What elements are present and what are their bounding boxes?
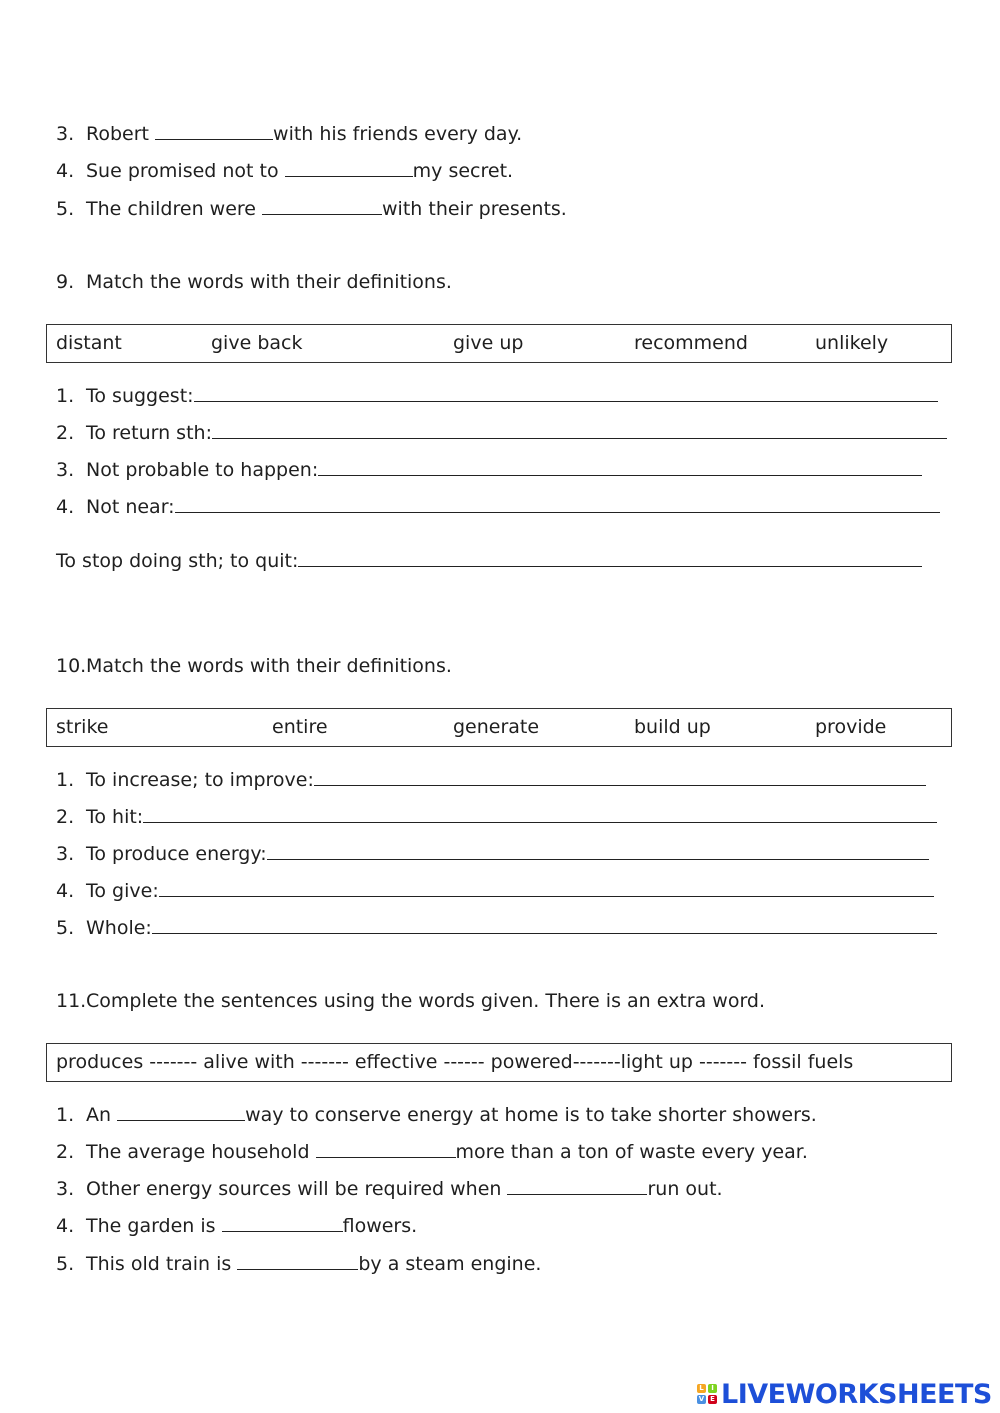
answer-blank[interactable] xyxy=(316,1139,456,1158)
prev-item-3: 3. Robert with his friends every day. xyxy=(56,123,523,145)
answer-blank[interactable] xyxy=(152,915,937,934)
answer-blank[interactable] xyxy=(298,548,922,567)
liveworksheets-logo[interactable] xyxy=(697,1378,992,1410)
answer-blank[interactable] xyxy=(314,767,926,786)
logo-mark-icon xyxy=(697,1384,717,1404)
answer-blank[interactable] xyxy=(267,841,929,860)
section9-item-4: 4. Not near: xyxy=(56,494,940,519)
word-provide: provide xyxy=(815,716,887,738)
prev-item-5: 5. The children were with their presents. xyxy=(56,198,567,220)
answer-blank[interactable] xyxy=(175,494,940,513)
logo-mark-e: E xyxy=(708,1395,717,1404)
logo-mark-v: V xyxy=(698,1395,705,1403)
section11-heading: 11.Complete the sentences using the words given. There is an extra word. xyxy=(56,990,766,1012)
logo-mark-l: L xyxy=(697,1384,706,1393)
section11-item-1: 1. An way to conserve energy at home is to take shorter showers. xyxy=(56,1104,817,1126)
word-bank: produces ------- alive with ------- effective ------ powered-------light up ------- fossil fuels xyxy=(56,1051,854,1073)
section11-word-box xyxy=(46,1043,952,1082)
section11-item-2: 2. The average household more than a ton of waste every year. xyxy=(56,1141,808,1163)
section11-item-4: 4. The garden is flowers. xyxy=(56,1215,418,1237)
section10-word-box xyxy=(46,708,952,747)
answer-blank[interactable] xyxy=(318,457,922,476)
section11-item-3: 3. Other energy sources will be required when run out. xyxy=(56,1178,723,1200)
answer-blank[interactable] xyxy=(155,121,273,140)
word-distant: distant xyxy=(56,332,122,354)
answer-blank[interactable] xyxy=(222,1213,343,1232)
word-build-up: build up xyxy=(634,716,711,738)
word-generate: generate xyxy=(453,716,540,738)
answer-blank[interactable] xyxy=(237,1251,358,1270)
section10-item-1: 1. To increase; to improve: xyxy=(56,767,926,792)
prev-item-4: 4. Sue promised not to my secret. xyxy=(56,160,514,182)
logo-mark-i: I xyxy=(708,1384,717,1393)
answer-blank[interactable] xyxy=(285,158,413,177)
answer-blank[interactable] xyxy=(159,878,934,897)
section9-extra-item: To stop doing sth; to quit: xyxy=(56,548,922,573)
answer-blank[interactable] xyxy=(262,196,382,215)
section10-heading: 10.Match the words with their definitions. xyxy=(56,655,452,677)
section9-item-2: 2. To return sth: xyxy=(56,420,947,445)
section11-item-5: 5. This old train is by a steam engine. xyxy=(56,1253,542,1275)
section9-word-box xyxy=(46,324,952,363)
answer-blank[interactable] xyxy=(507,1176,647,1195)
word-give-up: give up xyxy=(453,332,524,354)
section10-item-5: 5. Whole: xyxy=(56,915,937,940)
word-entire: entire xyxy=(272,716,328,738)
answer-blank[interactable] xyxy=(143,804,937,823)
word-unlikely: unlikely xyxy=(815,332,889,354)
section10-item-4: 4. To give: xyxy=(56,878,934,903)
section9-item-1: 1. To suggest: xyxy=(56,383,938,408)
word-strike: strike xyxy=(56,716,109,738)
section10-item-3: 3. To produce energy: xyxy=(56,841,929,866)
section9-heading: 9. Match the words with their definitions. xyxy=(56,271,452,293)
section9-item-3: 3. Not probable to happen: xyxy=(56,457,922,482)
answer-blank[interactable] xyxy=(117,1102,245,1121)
word-recommend: recommend xyxy=(634,332,748,354)
answer-blank[interactable] xyxy=(212,420,947,439)
section10-item-2: 2. To hit: xyxy=(56,804,937,829)
answer-blank[interactable] xyxy=(194,383,938,402)
word-give-back: give back xyxy=(211,332,303,354)
logo-text: LIVEWORKSHEETS xyxy=(721,1378,992,1410)
